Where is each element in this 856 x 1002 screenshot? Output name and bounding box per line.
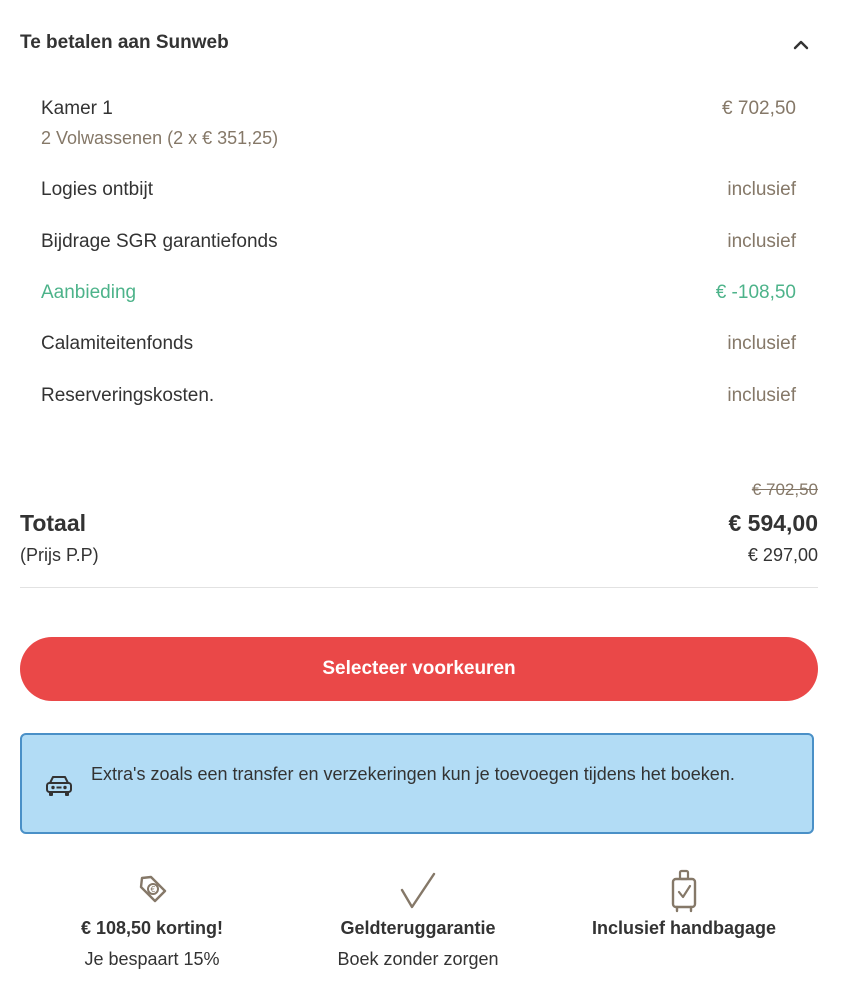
line-room (41, 98, 796, 124)
usp-subtitle: Je bespaart 15% (84, 949, 220, 969)
line-item (41, 231, 796, 257)
discount-tag-icon (132, 868, 172, 914)
price-per-person-label: (Prijs P.P) (20, 545, 99, 565)
line-label: Aanbieding (41, 282, 137, 303)
usp-discount (22, 868, 282, 970)
info-text: Extra's zoals een transfer en verzekeringen kun je toevoegen tijdens het boeken. (91, 764, 735, 784)
line-item (41, 333, 796, 359)
line-value: € 702,50 (722, 98, 796, 119)
usp-title: Inclusief handbagage (591, 918, 777, 938)
select-preferences-button[interactable]: Selecteer voorkeuren (20, 637, 818, 701)
line-value: € -108,50 (715, 282, 796, 303)
line-item (41, 179, 796, 205)
checkmark-icon (398, 868, 438, 914)
line-value: inclusief (727, 231, 796, 252)
usp-subtitle: Boek zonder zorgen (337, 949, 499, 969)
chevron-up-icon[interactable] (790, 34, 812, 56)
original-price: € 702,50 (751, 480, 818, 499)
usp-hand-luggage (554, 868, 814, 939)
line-label: Calamiteitenfonds (41, 333, 194, 354)
luggage-icon (664, 868, 704, 914)
section-title: Te betalen aan Sunweb (20, 32, 229, 53)
line-label: Kamer 1 (41, 98, 113, 119)
usp-title: € 108,50 korting! (80, 918, 224, 938)
line-label: Logies ontbijt (41, 179, 153, 200)
line-item (41, 385, 796, 411)
line-label: Bijdrage SGR garantiefonds (41, 231, 278, 252)
line-label: Reserveringskosten. (41, 385, 215, 406)
total-label: Totaal (20, 510, 87, 536)
divider (20, 587, 818, 588)
room-occupancy: 2 Volwassenen (2 x € 351,25) (41, 128, 279, 148)
line-value: inclusief (727, 385, 796, 406)
usp-money-back (288, 868, 548, 970)
info-banner (20, 733, 814, 834)
line-value: inclusief (727, 179, 796, 200)
line-item-discount (41, 282, 796, 308)
price-per-person-value: € 297,00 (747, 545, 818, 565)
line-value: inclusief (727, 333, 796, 354)
svg-text:€: € (150, 885, 156, 894)
total-value: € 594,00 (728, 510, 818, 536)
usp-title: Geldteruggarantie (340, 918, 496, 938)
car-icon (44, 773, 74, 799)
